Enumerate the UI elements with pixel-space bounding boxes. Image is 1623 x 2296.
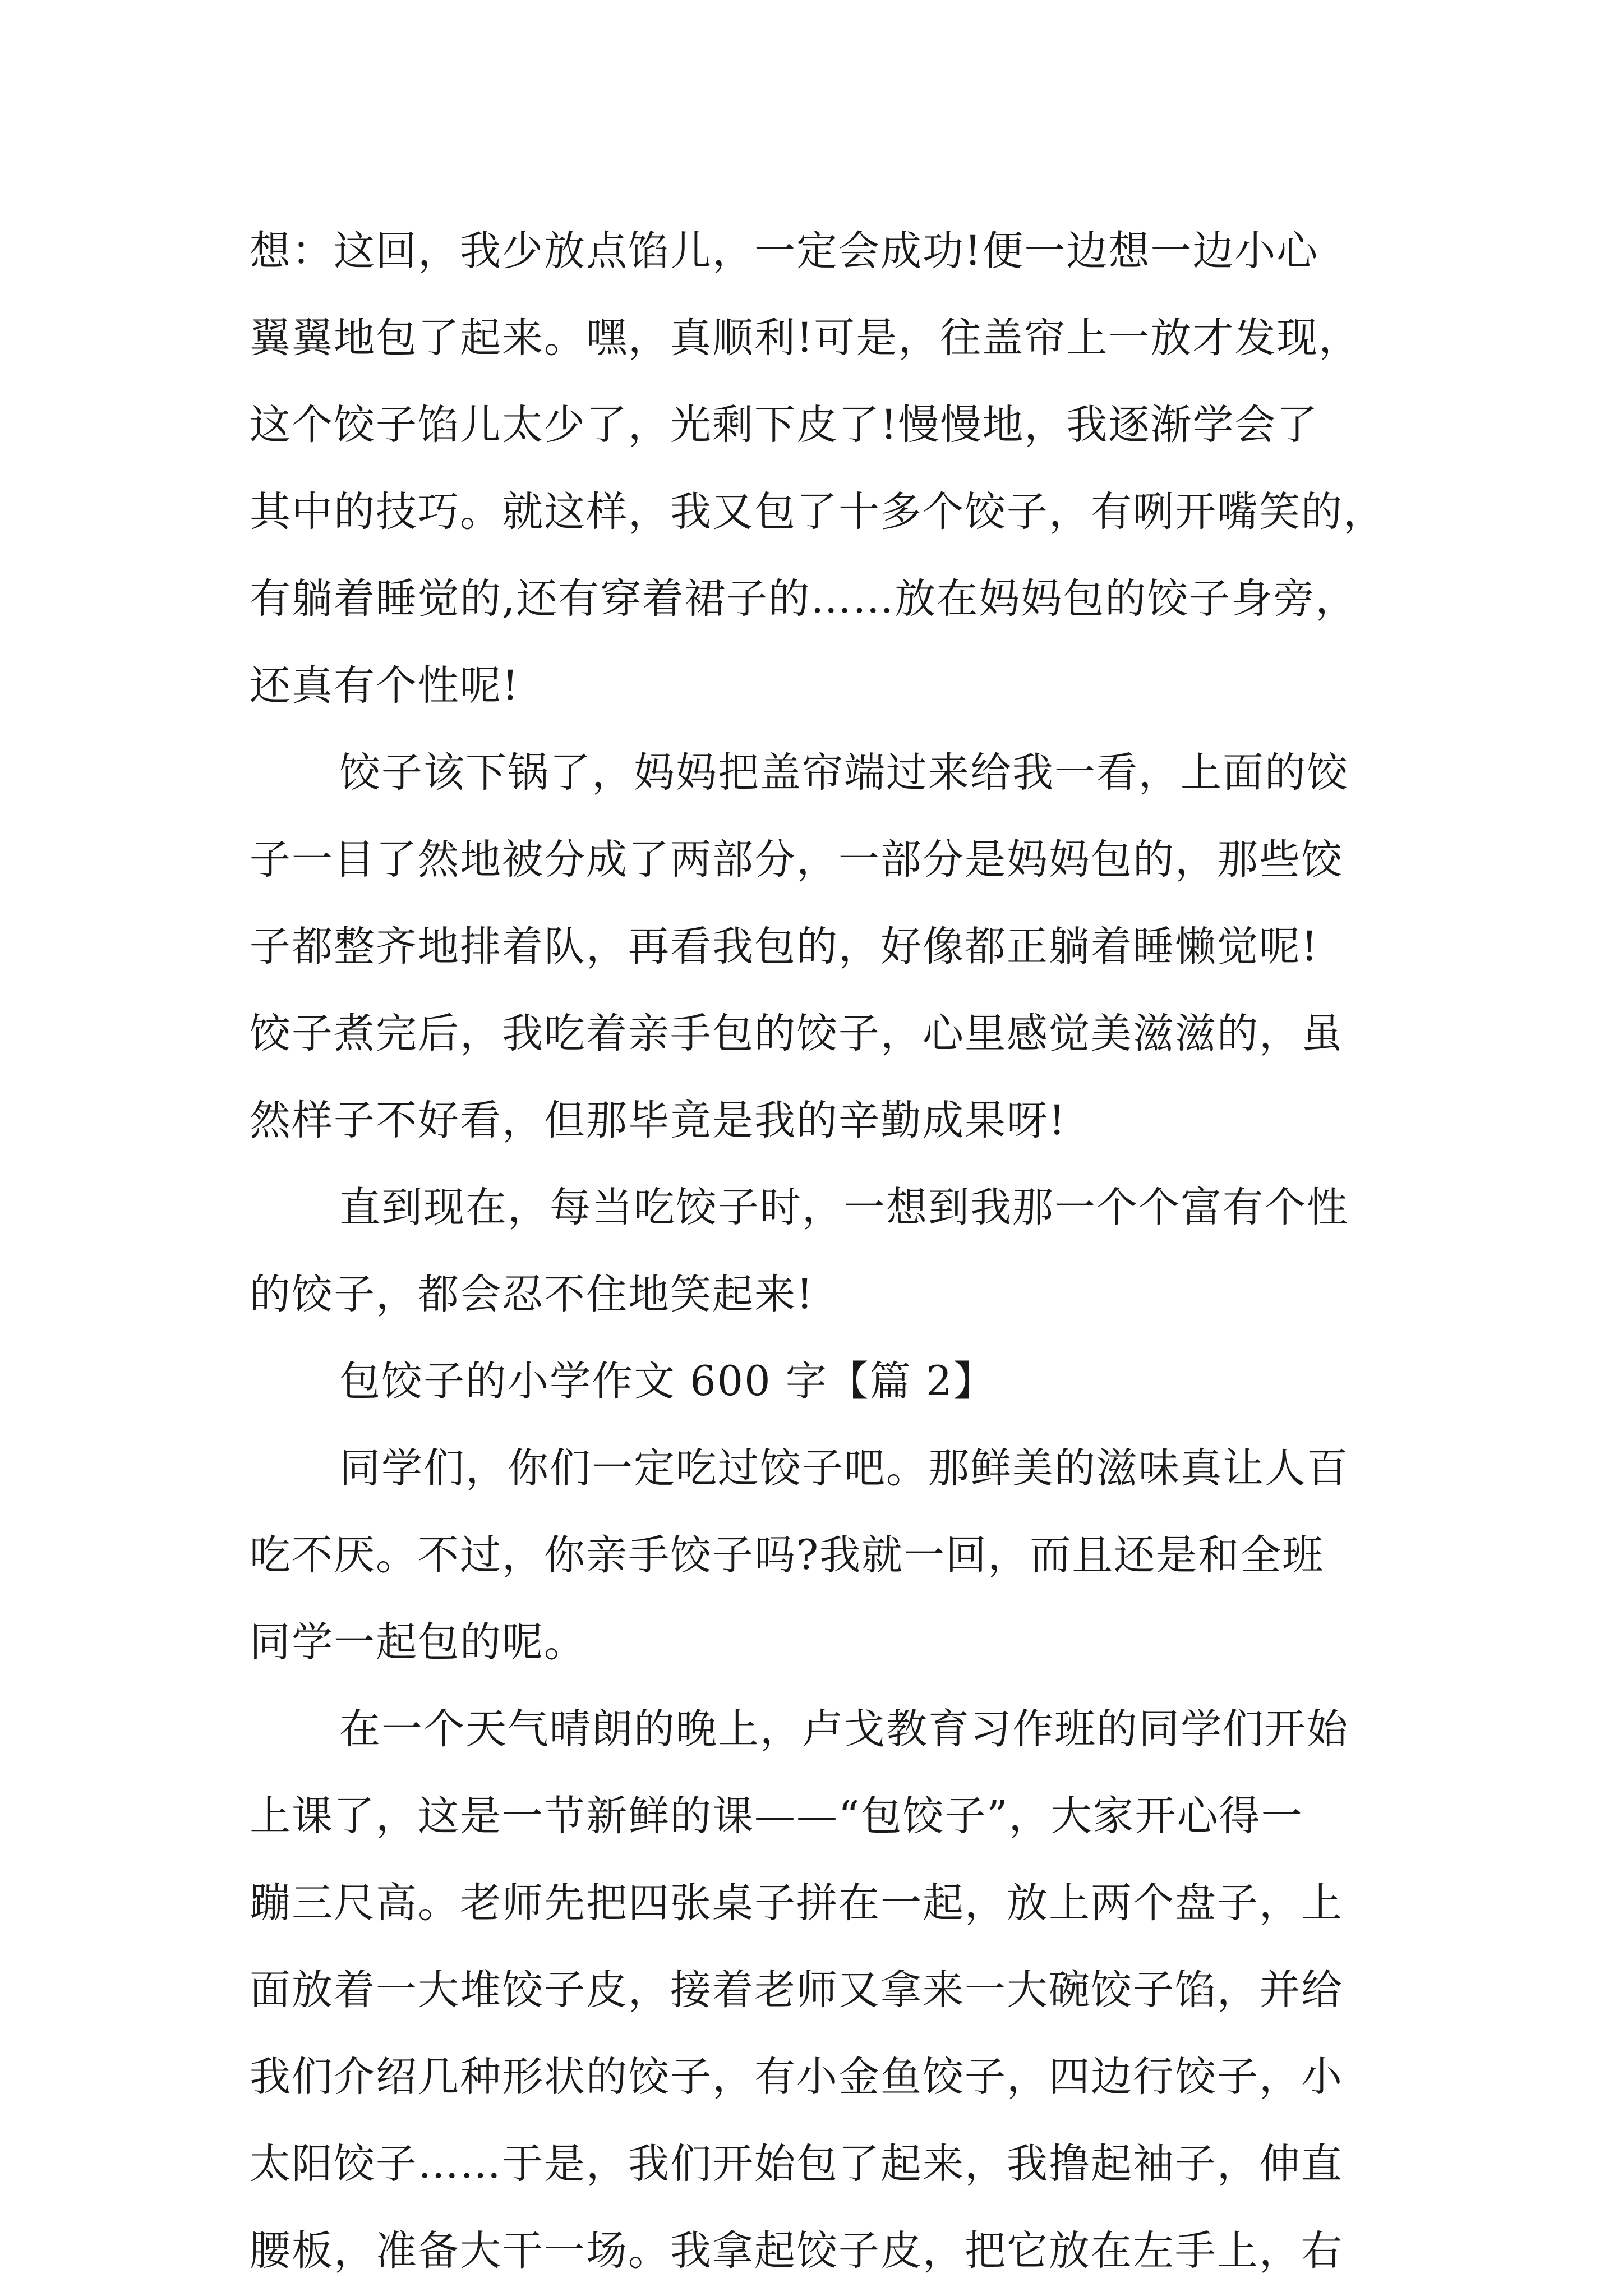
text-line: 其中的技巧。就这样，我又包了十多个饺子，有咧开嘴笑的，: [250, 488, 1385, 536]
paragraph-start-line: 直到现在，每当吃饺子时，一想到我那一个个富有个性: [339, 1184, 1349, 1231]
text-line: 饺子煮完后，我吃着亲手包的饺子，心里感觉美滋滋的，虽: [250, 1010, 1343, 1057]
text-line: 子一目了然地被分成了两部分，一部分是妈妈包的，那些饺: [250, 836, 1343, 884]
text-line: 太阳饺子……于是，我们开始包了起来，我撸起袖子，伸直: [250, 2140, 1343, 2188]
paragraph-start-line: 在一个天气晴朗的晚上，卢戈教育习作班的同学们开始: [339, 1705, 1349, 1753]
text-line: 上课了，这是一节新鲜的课——“包饺子”，大家开心得一: [250, 1792, 1303, 1840]
text-line: 有躺着睡觉的,还有穿着裙子的……放在妈妈包的饺子身旁，: [250, 575, 1358, 623]
text-line: 子都整齐地排着队，再看我包的，好像都正躺着睡懒觉呢!: [250, 923, 1319, 970]
text-line: 想：这回，我少放点馅儿，一定会成功!便一边想一边小心: [250, 227, 1319, 275]
text-line: 我们介绍几种形状的饺子，有小金鱼饺子，四边行饺子，小: [250, 2053, 1343, 2101]
paragraph-start-line: 饺子该下锅了，妈妈把盖帘端过来给我一看，上面的饺: [339, 749, 1349, 797]
text-line: 腰板，准备大干一场。我拿起饺子皮，把它放在左手上，右: [250, 2227, 1343, 2275]
text-line: 面放着一大堆饺子皮，接着老师又拿来一大碗饺子馅，并给: [250, 1966, 1343, 2014]
essay-body: [250, 208, 1394, 2294]
text-line: 然样子不好看，但那毕竟是我的辛勤成果呀!: [250, 1097, 1067, 1144]
text-line: 蹦三尺高。老师先把四张桌子拼在一起，放上两个盘子，上: [250, 1879, 1343, 1927]
paragraph-start-line: 同学们，你们一定吃过饺子吧。那鲜美的滋味真让人百: [339, 1444, 1349, 1492]
text-line: 这个饺子馅儿太少了，光剩下皮了!慢慢地，我逐渐学会了: [250, 401, 1319, 449]
text-line: 还真有个性呢!: [250, 662, 520, 710]
text-line: 吃不厌。不过，你亲手饺子吗?我就一回，而且还是和全班: [250, 1531, 1325, 1579]
text-line: 同学一起包的呢。: [250, 1618, 586, 1666]
text-line: 翼翼地包了起来。嘿，真顺利!可是，往盖帘上一放才发现，: [250, 314, 1361, 362]
paragraph-start-line: 包饺子的小学作文 600 字【篇 2】: [339, 1358, 995, 1405]
text-line: 的饺子，都会忍不住地笑起来!: [250, 1271, 814, 1318]
